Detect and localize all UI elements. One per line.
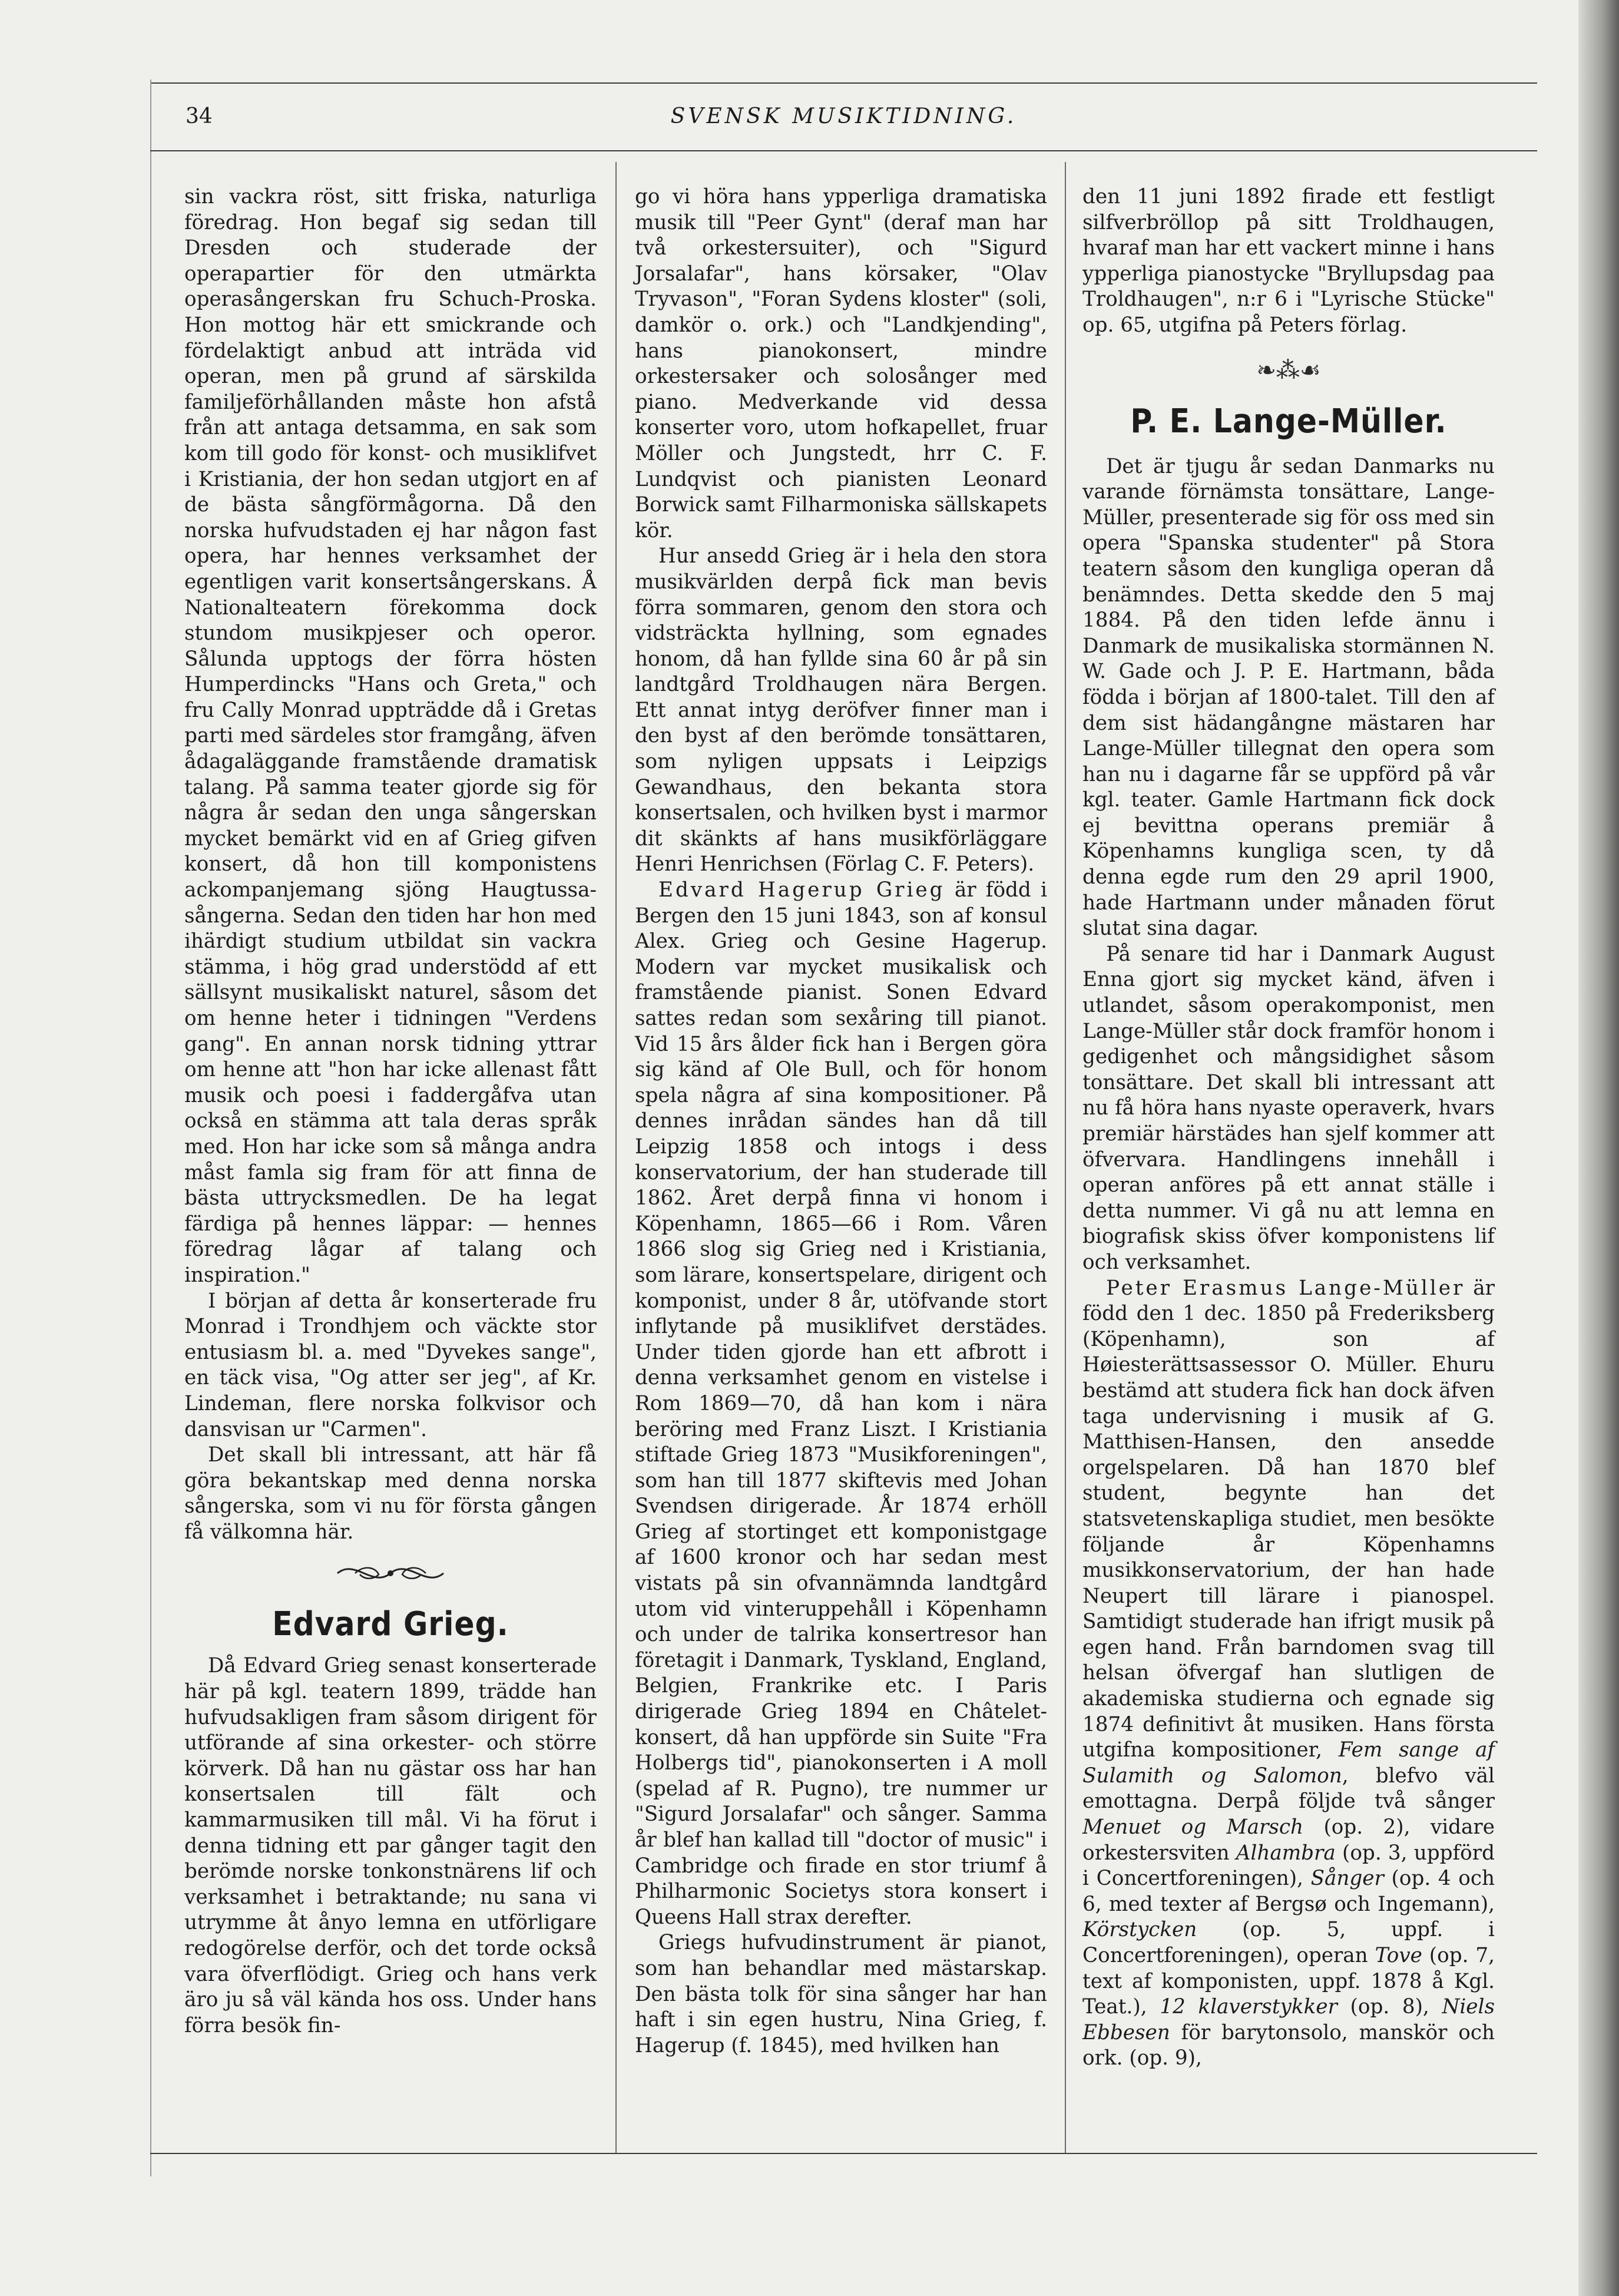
column-rule-2 — [1065, 162, 1066, 2153]
text: , blefvo väl emottagna. Derpå följde två sånger — [1082, 1764, 1495, 1814]
work-title: Fem sange af Sulamith og Salomon — [1082, 1738, 1495, 1788]
spaced-name: Peter Erasmus Lange-Müller — [1106, 1276, 1465, 1300]
paragraph: I början af detta år konserterade fru Monrad i Trondhjem och väckte stor entusiasm bl. a. med "Dyvekes sange", en täck visa, "Og atter ser jeg", af Kr. Lindeman, flere norska folkvisor och dansvisan ur "Carmen". — [184, 1289, 597, 1441]
work-title: Körstycken — [1082, 1918, 1197, 1942]
paragraph: På senare tid har i Danmark August Enna gjort sig mycket känd, äfven i utlandet, såsom operakomponist, men Lange-Müller står dock framför honom i gedigenhet och mångsidighet såsom tonsättare. Det skall bli intressant att nu få höra hans nyaste operaverk, hvars premiär härstädes han sjelf kommer att öfvervara. Handlingens innehåll i operan anföres på ett annat ställe i detta nummer. Vi gå nu att lemna en biografisk skiss öfver komponistens lif och verksamhet. — [1082, 942, 1495, 1274]
text: (op. 7, text af komponisten, uppf. 1878 å Kgl. Teat.), — [1082, 1944, 1495, 2019]
paragraph: sin vackra röst, sitt friska, naturliga föredrag. Hon begaf sig sedan till Dresden och studerade der operapartier för den utmärkta operasångerskan fru Schuch-Proska. Hon mottog här ett smickrande och fördelaktigt anbud att inträda vid operan, men på grund af särskilda familjeförhållanden måste hon afstå från att antaga detsamma, en sak som kom till godo för konst- och musiklifvet i Kristiania, der hon sedan utgjort en af de bästa sångförmågorna. Då den norska hufvudstaden ej har någon fast opera, har hennes verksamhet der egentligen varit konsertsångerskans. Å Nationalteatern förekomma dock stundom musikpjeser och operor. Sålunda upptogs der förra hösten Humperdincks "Hans och Greta," och fru Cally Monrad uppträdde då i Gretas parti med särdeles stor framgång, äfven ådagaläggande framstående dramatisk talang. På samma teater gjorde sig för några år sedan den unga sångerskan mycket bemärkt vid en af Grieg gifven konsert, då hon till komponistens ackompanjemang sjöng Haugtussa-sångerna. Sedan den tiden har hon med ihärdigt studium utbildat sin vackra stämma, i hög grad understödd af ett sällsynt musikaliskt naturel, såsom det om henne heter i tidningen "Verdens gang". En annan norsk tidning yttrar om henne att "hon har icke allenast fått musik och poesi i faddergåfva utan också en stämma att tala deras språk med. Hon har icke som så många andra måst famla sig fram för att finna de bästa uttrycksmedlen. De ha legat färdiga på hennes läppar: — hennes föredrag lågar af talang och inspiration." — [184, 185, 597, 1287]
fleuron-ornament: ❧⁂☙ — [1256, 356, 1321, 384]
paragraph: Det skall bli intressant, att här få göra bekantskap med denna norska sångerska, som vi nu för första gången få välkomna här. — [184, 1443, 597, 1544]
spaced-name: Edvard Hagerup Grieg — [658, 878, 945, 902]
newspaper-page — [150, 80, 1537, 2176]
paragraph — [635, 878, 1047, 1930]
paragraph: go vi höra hans ypperliga dramatiska musik till "Peer Gynt" (deraf man har två orkestersuiter), och "Sigurd Jorsalafar", hans körsaker, "Olav Tryvason", "Foran Sydens kloster" (soli, damkör o. ork.) och "Landkjending", hans pianokonsert, mindre orkestersaker och solosånger med piano. Medverkande vid dessa konserter voro, utom hofkapellet, fruar Möller och Jungstedt, hrr C. F. Lundqvist och pianisten Leonard Borwick samt Filharmoniska sällskapets kör. — [635, 185, 1047, 542]
paragraph-text: är född i Bergen den 15 juni 1843, son af konsul Alex. Grieg och Gesine Hagerup. Modern var mycket musikalisk och framstående pianist. Sonen Edvard sattes redan som sexåring till pianot. Vid 15 års ålder fick han i Bergen göra sig känd af Ole Bull, och för honom spela några af sina kompositioner. På dennes inrådan sändes han då till Leipzig 1858 och intogs i dess konservatorium, der han studerade till 1862. Året derpå finna vi honom i Köpenhamn, 1865—66 i Rom. Våren 1866 slog sig Grieg ned i Kristiania, som lärare, konsertspelare, dirigent och komponist, under 8 år, utöfvande stort inflytande på musiklifvet derstädes. Under tiden gjorde han ett afbrott i denna verksamhet genom en vistelse i Rom 1869—70, då han kom i nära beröring med Franz Liszt. I Kristiania stiftade Grieg 1873 "Musikforeningen", som han till 1877 skiftevis med Johan Svendsen dirigerade. År 1874 erhöll Grieg af stortinget ett komponistgage af 1600 kronor och har sedan mest vistats på sin ofvannämnda landtgård utom vid vinteruppehåll i Köpenhamn och under de talrika konsertresor han företagit i Danmark, Tyskland, England, Belgien, Frankrike etc. I Paris dirigerade Grieg 1894 en Châtelet-konsert, då han uppförde sin Suite "Fra Holbergs tid", pianokonserten i A moll (spelad af R. Pugno), tre nummer ur "Sigurd Jorsalafar" och sånger. Samma år blef han kallad till "doctor of music" i Cambridge och firade en stor triumf å Philharmonic Societys stora konsert i Queens Hall strax derefter. — [635, 878, 1047, 1929]
left-border-rule — [150, 80, 151, 2176]
section-title-lange-muller: P. E. Lange-Müller. — [1130, 402, 1447, 441]
scan-edge — [1578, 0, 1619, 2296]
section-title-grieg: Edvard Grieg. — [272, 1605, 509, 1644]
column-1 — [184, 184, 597, 2039]
work-title: Niels Ebbesen — [1082, 1995, 1495, 2044]
column-2 — [635, 184, 1047, 2059]
top-border-rule — [150, 82, 1537, 84]
text: (op. 2), vidare orkestersviten — [1082, 1815, 1495, 1865]
column-3 — [1082, 184, 1495, 2072]
paragraph: Griegs hufvudinstrument är pianot, som han behandlar med mästarskap. Den bästa tolk för sina sånger har han haft i sin egen hustru, Nina Grieg, f. Hagerup (f. 1845), med hvilken han — [635, 1931, 1047, 2057]
work-title: Menuet og Marsch — [1082, 1815, 1303, 1840]
text: (op. 4 och 6, med texter af Bergsø och Ingemann), — [1082, 1867, 1495, 1916]
work-title: 12 klaverstykker — [1160, 1995, 1337, 2019]
page-header — [150, 104, 1537, 140]
column-rule-1 — [615, 162, 617, 2153]
text: (op. 3, uppförd i Concertforeningen), — [1082, 1841, 1495, 1891]
paragraph: Då Edvard Grieg senast konserterade här på kgl. teatern 1899, trädde han hufvudsakligen fram såsom dirigent för utförande af sina orkester- och större körverk. Då han nu gästar oss har han konsertsalen till fält och kammarmusiken till mål. Vi ha förut i denna tidning ett par gånger tagit den berömde norske tonkonstnärens lif och verksamhet i betraktande; nu sana vi utrymme åt ånyo lemna en utförligare redogörelse derför, och det torde också vara öfverflödigt. Grieg och hans verk äro ju så väl kända hos oss. Under hans förra besök fin- — [184, 1654, 597, 2037]
work-title: Alhambra — [1236, 1841, 1336, 1865]
bottom-rule — [150, 2153, 1537, 2154]
running-title: SVENSK MUSIKTIDNING. — [670, 104, 1017, 128]
paragraph: Det är tjugu år sedan Danmarks nu varande förnämsta tonsättare, Lange-Müller, presenterade sig för oss med sin opera "Spanska studenter" på Stora teatern såsom den kungliga operan då benämndes. Detta skedde den 5 maj 1884. På den tiden lefde ännu i Danmark de musikaliska stormännen N. W. Gade och J. P. E. Hartmann, båda födda i början af 1800-talet. Till den af dem sist hädangångne mästaren har Lange-Müller tillegnat den opera som han nu i dagarne får se uppförd på vår kgl. teater. Gamle Hartmann fick dock ej bevittna operans premiär å Köpenhamns kungliga scen, ty då denna egde rum den 29 april 1900, hade Hartmann under månaden förut slutat sina dagar. — [1082, 454, 1495, 941]
page-number: 34 — [186, 104, 213, 128]
paragraph — [1082, 1276, 1495, 2072]
text: är född den 1 dec. 1850 på Frederiksberg (Köpenhamn), son af Høiesterättsassessor O. Müller. Ehuru bestämd att studera fick han dock äfven taga undervisning i musik af G. Matthisen-Hansen, den ansedde orgelspelaren. Då han 1870 blef student, begynte han det statsvetenskapliga studiet, men besökte följande år Köpenhamns musikkonservatorium, der han hade Neupert till lärare i pianospel. Samtidigt studerade han ifrigt musik på egen hand. Från barndomen svag till helsan öfvergaf han slutligen de akademiska studierna och egnade sig 1874 definitivt åt musiken. Hans första utgifna kompositioner, — [1082, 1276, 1495, 1762]
text: (op. 8), — [1350, 1995, 1429, 2019]
text: (op. 5, uppf. i Concertforeningen), operan — [1082, 1918, 1495, 1967]
scroll-ornament-icon — [332, 1556, 449, 1591]
paragraph: den 11 juni 1892 firade ett festligt silfverbröllop på sitt Troldhaugen, hvaraf man har ett vackert minne i hans ypperliga pianostycke "Bryllupsdag paa Troldhaugen", n:r 6 i "Lyrische Stücke" op. 65, utgifna på Peters förlag. — [1082, 185, 1495, 337]
text: för barytonsolo, manskör och ork. (op. 9), — [1082, 2020, 1495, 2070]
work-title: Sånger — [1310, 1867, 1384, 1891]
work-title: Tove — [1375, 1944, 1422, 1967]
header-rule — [150, 150, 1537, 151]
paragraph: Hur ansedd Grieg är i hela den stora musikvärlden derpå fick man bevis förra sommaren, genom den stora och vidsträckta hyllning, som egnades honom, då han fyllde sina 60 år på sin landtgård Troldhaugen nära Bergen. Ett annat intyg deröfver finner man i den byst af den berömde tonsättaren, som nyligen uppsats i Leipzigs Gewandhaus, den bekanta stora konsertsalen, och hvilken byst i marmor dit skänkts af hans musikförläggare Henri Henrichsen (Förlag C. F. Peters). — [635, 544, 1047, 876]
